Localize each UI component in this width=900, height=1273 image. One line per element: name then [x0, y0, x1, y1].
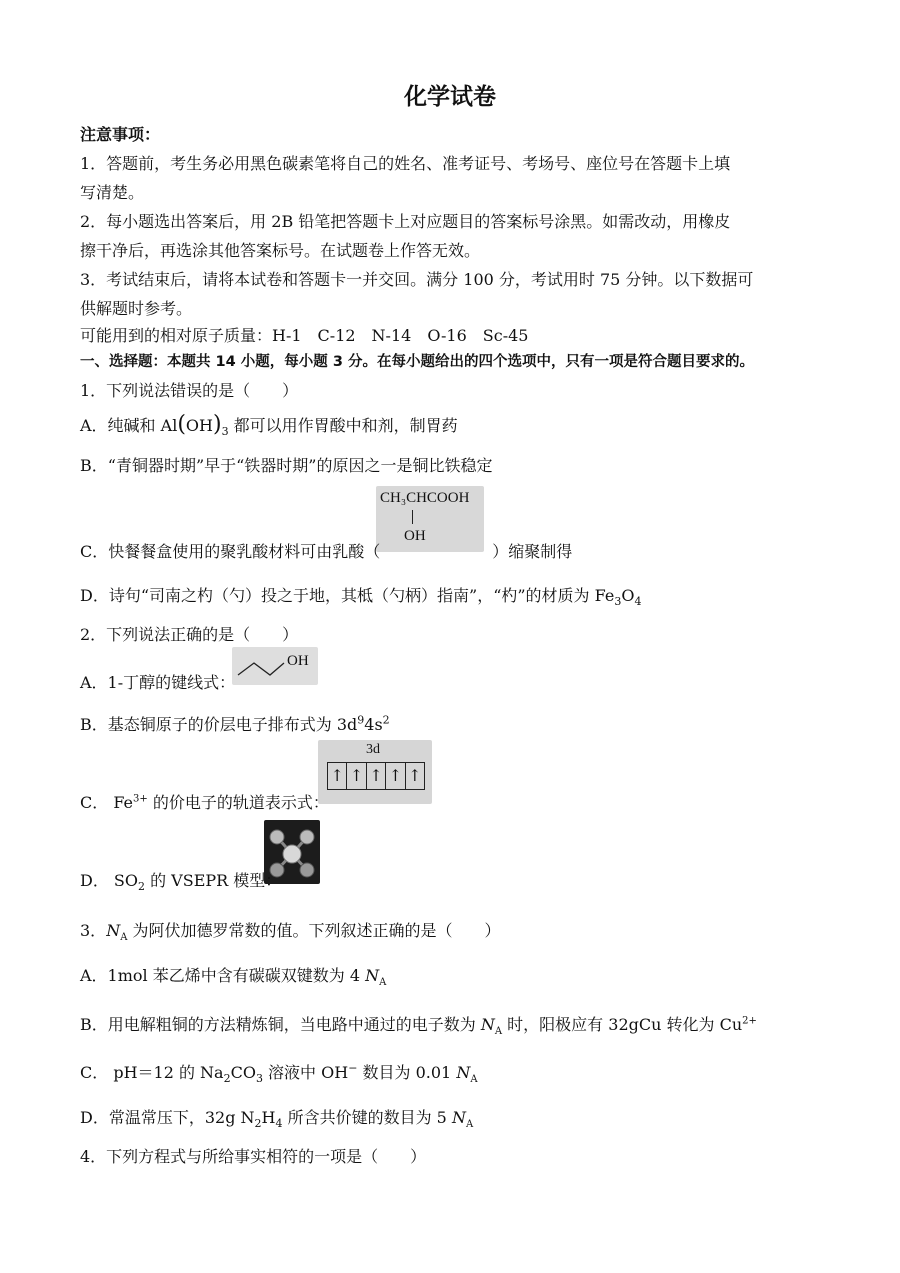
q3-stem-post: 为阿伏加德罗常数的值。下列叙述正确的是（ ） — [127, 921, 501, 940]
q2-d-pre: D． SO — [80, 871, 138, 890]
q2-d-sub: 2 — [138, 880, 145, 894]
q2-b-sup1: 9 — [357, 713, 365, 727]
q3-c-sup: − — [348, 1061, 358, 1075]
q3-b-na: N — [480, 1015, 495, 1034]
butanol-oh-label: OH — [287, 653, 309, 669]
notice-item-2b: 擦干净后，再选涂其他答案标号。在试题卷上作答无效。 — [80, 241, 481, 260]
q3-c-post: 数目为 0.01 — [357, 1063, 457, 1082]
q1-d-sub1: 3 — [614, 595, 622, 609]
q3-d-post: 所含共价键的数目为 5 — [282, 1108, 452, 1127]
question-1-option-d — [80, 583, 641, 608]
q1-a-sub: 3 — [221, 425, 229, 439]
notice-item-2a: 2．每小题选出答案后，用 2B 铅笔把答题卡上对应题目的答案标号涂黑。如需改动，用橡皮 — [80, 212, 731, 231]
q3-b-pre: B．用电解粗铜的方法精炼铜，当电路中通过的电子数为 — [80, 1015, 481, 1034]
question-2-stem: 2．下列说法正确的是（ ） — [80, 625, 299, 644]
question-2-option-d — [80, 868, 281, 893]
question-1-stem: 1．下列说法错误的是（ ） — [80, 381, 299, 400]
lactic-acid-oh: OH — [404, 528, 426, 544]
q3-d-sub1: 2 — [254, 1117, 262, 1131]
question-1-option-c — [80, 539, 572, 562]
question-3-stem — [80, 918, 501, 943]
fe3-orbital-image — [318, 740, 432, 804]
q2-c-pre: C． Fe — [80, 793, 134, 812]
orbital-box: ↑ — [367, 763, 386, 789]
butanol-skeletal-image — [232, 647, 318, 685]
q3-b-mid: 时，阳极应有 32gCu 转化为 Cu — [502, 1015, 743, 1034]
orbital-box: ↑ — [408, 766, 422, 785]
q3-d-na: N — [451, 1108, 466, 1127]
question-1-option-b: B．“青铜器时期”早于“铁器时期”的原因之一是铜比铁稳定 — [80, 456, 493, 475]
orbital-3d-label: 3d — [366, 742, 380, 757]
q2-b-mid: 4s — [364, 715, 383, 734]
q2-d-post: 的 VSEPR 模型： — [145, 871, 282, 890]
section-heading: 一、选择题：本题共 14 小题，每小题 3 分。在每小题给出的四个选项中，只有一项是符合题目要求的。 — [80, 354, 754, 370]
q2-c-post: 的价电子的轨道表示式： — [147, 793, 329, 812]
q3-c-sub2: 3 — [255, 1072, 263, 1086]
q1-a-paren-open: ( — [177, 412, 186, 437]
q3-na-sub: A — [120, 932, 128, 944]
q1-a-pre: A．纯碱和 Al — [80, 416, 178, 435]
q1-a-post: 都可以用作胃酸中和剂，制胃药 — [228, 416, 458, 435]
question-2-option-b — [80, 712, 390, 735]
q2-c-sup: 3+ — [133, 793, 148, 805]
orbital-box: ↑ — [347, 763, 366, 789]
notice-item-1b: 写清楚。 — [80, 183, 145, 202]
q3-stem-pre: 3． — [80, 921, 107, 940]
q2-b-pre: B．基态铜原子的价层电子排布式为 3d — [80, 715, 358, 734]
notice-heading: 注意事项： — [80, 125, 161, 144]
q1-a-paren-close: ) — [213, 412, 222, 437]
question-3-option-b — [80, 1012, 757, 1037]
atomic-mass-line: 可能用到的相对原子质量：H-1 C-12 N-14 O-16 Sc-45 — [80, 326, 529, 345]
notice-item-3a: 3．考试结束后，请将本试卷和答题卡一并交回。满分 100 分，考试用时 75 分钟。以下数据可 — [80, 270, 754, 289]
question-3-option-c — [80, 1060, 478, 1085]
q3-c-mid1: CO — [230, 1063, 256, 1082]
question-2-option-c — [80, 790, 329, 813]
q1-d-pre: D．诗句“司南之杓（勺）投之于地，其柢（勺柄）指南”，“杓”的材质为 Fe — [80, 586, 615, 605]
orbital-box: ↑ — [386, 763, 405, 789]
q3-na: N — [106, 921, 121, 940]
q1-d-mid: O — [621, 586, 635, 605]
q3-c-pre: C． pH＝12 的 Na — [80, 1063, 224, 1082]
q1-c-pre: C．快餐餐盒使用的聚乳酸材料可由乳酸（ — [80, 542, 381, 561]
q3-a-na-sub: A — [379, 977, 387, 989]
q3-d-pre: D．常温常压下，32g N — [80, 1108, 255, 1127]
q3-b-sup: 2+ — [742, 1015, 757, 1027]
lactic-acid-bond — [412, 510, 413, 524]
q3-d-na-sub: A — [465, 1119, 474, 1131]
q1-d-sub2: 4 — [634, 595, 642, 609]
q3-c-na-sub: A — [470, 1074, 478, 1086]
page-title: 化学试卷 — [404, 84, 496, 110]
orbital-box: ↑ — [328, 763, 347, 789]
notice-item-3b: 供解题时参考。 — [80, 299, 193, 318]
question-3-option-d — [80, 1105, 473, 1130]
question-3-option-a — [80, 963, 386, 988]
q3-c-sub1: 2 — [223, 1072, 231, 1086]
q3-d-sub2: 4 — [275, 1117, 283, 1131]
q3-b-na-sub: A — [494, 1026, 503, 1038]
question-4-stem: 4．下列方程式与所给事实相符的一项是（ ） — [80, 1147, 427, 1166]
q3-a-pre: A．1mol 苯乙烯中含有碳碳双键数为 4 — [80, 966, 366, 985]
lactic-acid-top: CH₃CHCOOH — [380, 490, 470, 506]
notice-item-1a: 1．答题前，考生务必用黑色碳素笔将自己的姓名、准考证号、考场号、座位号在答题卡上填 — [80, 154, 731, 173]
q3-a-na: N — [365, 966, 380, 985]
q3-c-mid2: 溶液中 OH — [262, 1063, 349, 1082]
q1-c-post: ）缩聚制得 — [492, 542, 573, 561]
q2-b-sup2: 2 — [382, 713, 390, 727]
q3-c-na: N — [456, 1063, 471, 1082]
q3-d-mid: H — [261, 1108, 276, 1127]
q1-a-oh: OH — [185, 416, 213, 435]
question-2-option-a: A．1-丁醇的键线式： — [80, 673, 236, 692]
orbital-boxes — [327, 762, 425, 790]
question-1-option-a — [80, 412, 458, 438]
